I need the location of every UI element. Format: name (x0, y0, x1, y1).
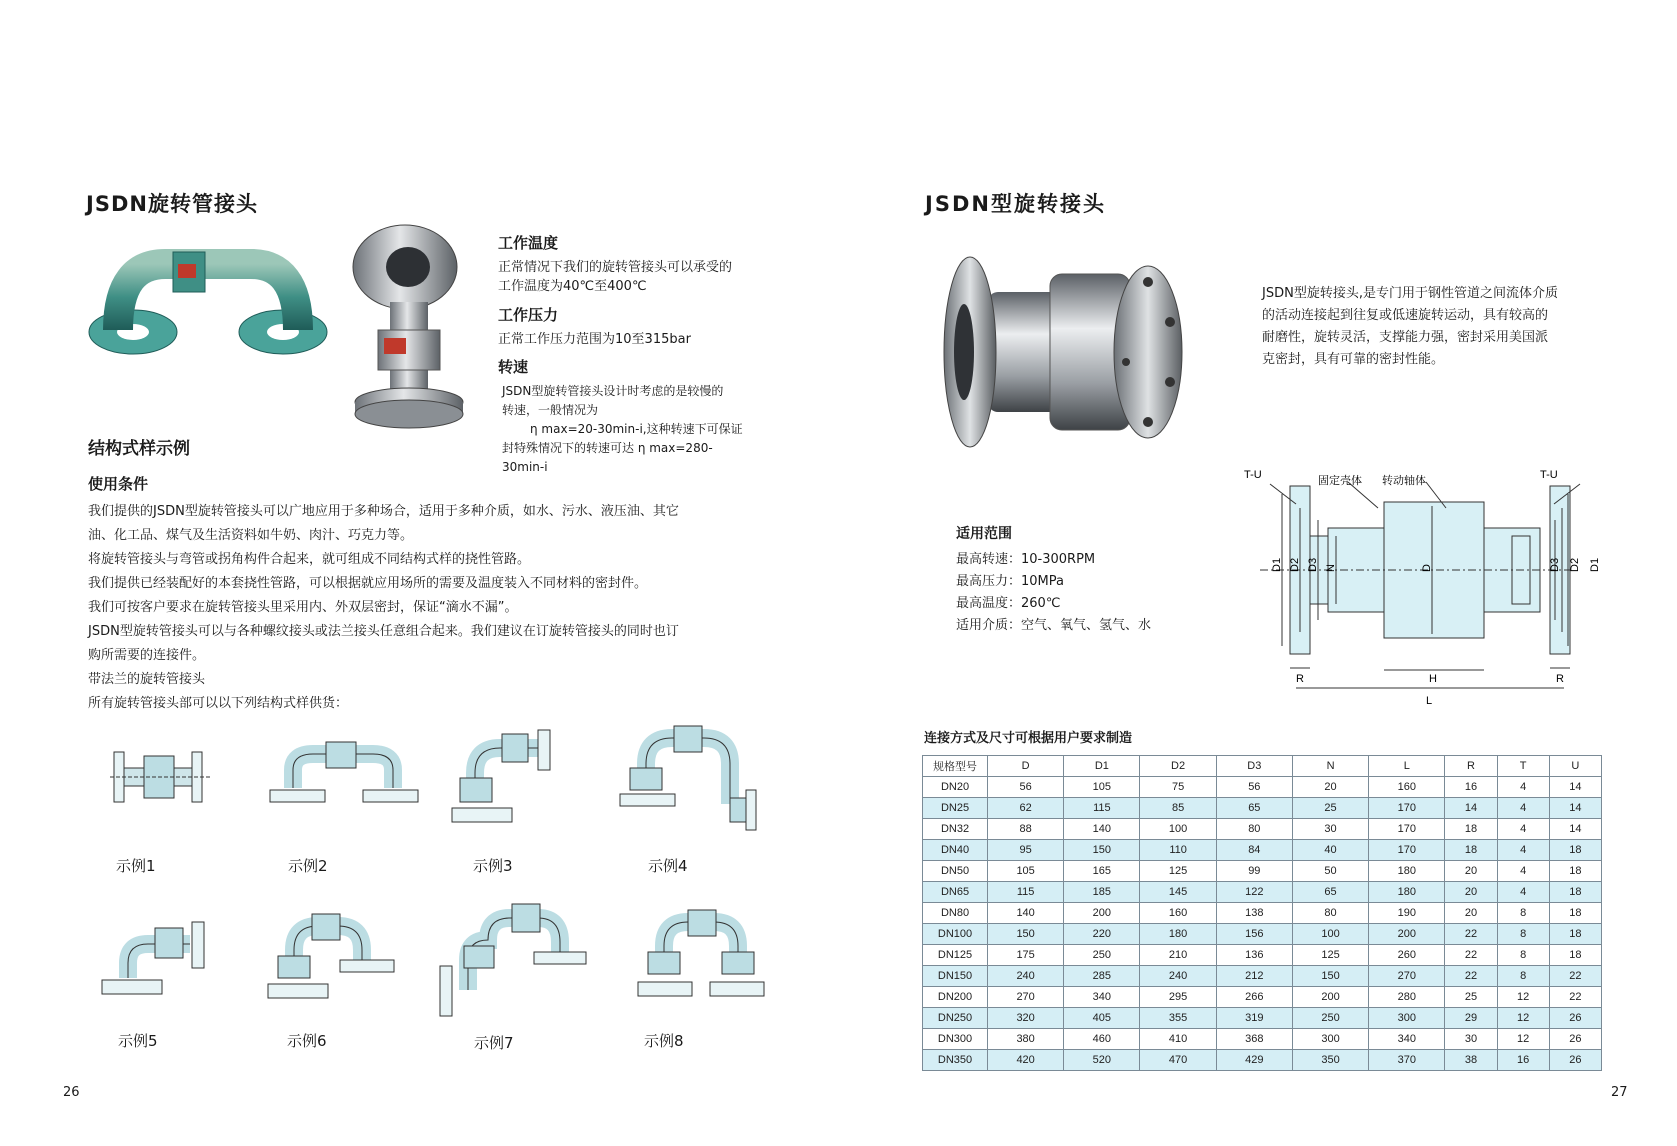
tu-left-label: T-U (1244, 469, 1262, 481)
table-row (923, 1008, 1602, 1029)
table-row (923, 777, 1602, 798)
table-cell: 115 (1064, 798, 1140, 819)
example-label: 示例8 (644, 1032, 684, 1050)
page-number-left: 26 (63, 1085, 80, 1100)
example-3-sketch (450, 728, 560, 828)
usage-line: 油、化工品、煤气及生活资料如牛奶、肉汁、巧克力等。 (88, 528, 414, 543)
description-line: 克密封，具有可靠的密封性能。 (1262, 352, 1445, 367)
table-cell: DN80 (923, 903, 988, 924)
table-cell: 355 (1140, 1008, 1216, 1029)
table-cell: 300 (1292, 1029, 1368, 1050)
table-title: 连接方式及尺寸可根据用户要求制造 (924, 731, 1133, 746)
table-cell: 12 (1497, 1029, 1549, 1050)
table-cell: 18 (1549, 861, 1601, 882)
table-cell: 185 (1064, 882, 1140, 903)
table-cell: 22 (1549, 966, 1601, 987)
table-cell: 170 (1369, 819, 1445, 840)
h-label: H (1429, 673, 1437, 685)
table-cell: DN32 (923, 819, 988, 840)
table-cell: 80 (1292, 903, 1368, 924)
table-row (923, 924, 1602, 945)
table-body (923, 777, 1602, 1071)
scope-line: 最高温度：260℃ (956, 596, 1061, 611)
table-cell: 350 (1292, 1050, 1368, 1071)
table-cell: 16 (1445, 777, 1497, 798)
d2-label-right: D2 (1569, 557, 1581, 572)
work-temp-line: 工作温度为40℃至400℃ (498, 279, 647, 294)
n-label: N (1325, 564, 1337, 572)
usage-line: 所有旋转管接头部可以以下列结构式样供货： (88, 696, 349, 711)
table-cell: 150 (1292, 966, 1368, 987)
table-cell: 22 (1445, 924, 1497, 945)
table-row (923, 903, 1602, 924)
table-cell: 25 (1445, 987, 1497, 1008)
example-5-sketch (100, 918, 210, 998)
table-cell: 210 (1140, 945, 1216, 966)
table-cell: 340 (1064, 987, 1140, 1008)
tu-right-label: T-U (1540, 469, 1558, 481)
table-cell: 170 (1369, 798, 1445, 819)
table-cell: 175 (988, 945, 1064, 966)
table-cell: 266 (1216, 987, 1292, 1008)
table-cell: 16 (1497, 1050, 1549, 1071)
table-cell: 4 (1497, 840, 1549, 861)
table-cell: 190 (1369, 903, 1445, 924)
table-cell: 12 (1497, 1008, 1549, 1029)
specification-table (922, 755, 1602, 1071)
usage-line: 将旋转管接头与弯管或拐角构件合起来，就可组成不同结构式样的挠性管路。 (88, 552, 531, 567)
table-row (923, 819, 1602, 840)
table-row (923, 840, 1602, 861)
col-header: D (988, 756, 1064, 777)
table-cell: 18 (1445, 819, 1497, 840)
usage-line: 我们可按客户要求在旋转管接头里采用内、外双层密封，保证“滴水不漏”。 (88, 600, 518, 615)
speed-heading: 转速 (498, 358, 529, 376)
fixed-shell-label: 固定壳体 (1318, 474, 1362, 487)
green-swivel-joint-photo (88, 252, 328, 362)
table-cell: 285 (1064, 966, 1140, 987)
example-2-sketch (268, 740, 418, 810)
table-cell: 14 (1549, 798, 1601, 819)
table-cell: 250 (1064, 945, 1140, 966)
table-row (923, 1029, 1602, 1050)
structure-title: 结构式样示例 (88, 439, 190, 459)
usage-line: JSDN型旋转管接头可以与各种螺纹接头或法兰接头任意组合起来。我们建议在订旋转管接头的同时也订 (88, 624, 679, 639)
table-cell: 18 (1549, 945, 1601, 966)
table-cell: 84 (1216, 840, 1292, 861)
table-cell: 65 (1216, 798, 1292, 819)
right-page-title: JSDN型旋转接头 (925, 192, 1106, 216)
table-cell: 320 (988, 1008, 1064, 1029)
work-temp-line: 正常情况下我们的旋转管接头可以承受的 (498, 260, 733, 275)
table-cell: 14 (1549, 777, 1601, 798)
table-cell: 38 (1445, 1050, 1497, 1071)
table-cell: 18 (1549, 882, 1601, 903)
table-cell: 25 (1292, 798, 1368, 819)
usage-line: 我们提供已经装配好的本套挠性管路，可以根据就应用场所的需要及温度装入不同材料的密封件。 (88, 576, 648, 591)
example-1-sketch (110, 742, 210, 810)
table-cell: 380 (988, 1029, 1064, 1050)
table-cell: 56 (1216, 777, 1292, 798)
table-cell: DN25 (923, 798, 988, 819)
table-cell: 180 (1369, 882, 1445, 903)
left-page-title: JSDN旋转管接头 (86, 192, 258, 216)
table-cell: 75 (1140, 777, 1216, 798)
table-cell: 4 (1497, 819, 1549, 840)
table-cell: DN50 (923, 861, 988, 882)
work-pressure-heading: 工作压力 (498, 306, 559, 324)
table-cell: 18 (1549, 840, 1601, 861)
table-cell: 160 (1140, 903, 1216, 924)
d2-label: D2 (1289, 557, 1301, 572)
table-cell: 295 (1140, 987, 1216, 1008)
table-cell: DN150 (923, 966, 988, 987)
table-cell: 156 (1216, 924, 1292, 945)
description-line: 的活动连接起到往复或低速旋转运动，具有较高的 (1262, 308, 1549, 323)
table-cell: 85 (1140, 798, 1216, 819)
table-cell: 12 (1497, 987, 1549, 1008)
table-cell: 368 (1216, 1029, 1292, 1050)
table-cell: 160 (1369, 777, 1445, 798)
example-label: 示例7 (474, 1034, 514, 1052)
speed-line: 转速，一般情况为 (502, 403, 599, 417)
table-cell: 240 (988, 966, 1064, 987)
table-cell: 14 (1549, 819, 1601, 840)
d-label: D (1421, 564, 1433, 572)
example-label: 示例6 (287, 1032, 327, 1050)
example-label: 示例2 (288, 857, 328, 875)
table-cell: 26 (1549, 1050, 1601, 1071)
table-cell: DN250 (923, 1008, 988, 1029)
usage-title: 使用条件 (88, 475, 149, 493)
table-cell: 125 (1292, 945, 1368, 966)
table-cell: 240 (1140, 966, 1216, 987)
table-cell: 300 (1369, 1008, 1445, 1029)
table-cell: 105 (1064, 777, 1140, 798)
table-cell: 136 (1216, 945, 1292, 966)
d3-label-right: D3 (1549, 557, 1561, 572)
table-cell: 8 (1497, 966, 1549, 987)
table-cell: 220 (1064, 924, 1140, 945)
table-row (923, 861, 1602, 882)
usage-line: 带法兰的旋转管接头 (88, 672, 206, 687)
stainless-rotary-joint-photo (940, 252, 1190, 452)
table-cell: 100 (1140, 819, 1216, 840)
work-pressure-line: 正常工作压力范围为10至315bar (498, 332, 691, 347)
example-8-sketch (636, 906, 766, 1006)
table-cell: 200 (1292, 987, 1368, 1008)
table-cell: 18 (1549, 903, 1601, 924)
table-row (923, 798, 1602, 819)
col-header: 规格型号 (923, 756, 988, 777)
table-cell: 18 (1445, 840, 1497, 861)
work-temp-heading: 工作温度 (498, 234, 559, 252)
table-cell: 115 (988, 882, 1064, 903)
table-cell: 20 (1445, 861, 1497, 882)
table-cell: 280 (1369, 987, 1445, 1008)
description-line: 耐磨性，旋转灵活，支撑能力强，密封采用美国派 (1262, 330, 1549, 345)
table-cell: 20 (1292, 777, 1368, 798)
table-cell: 18 (1549, 924, 1601, 945)
usage-line: 购所需要的连接件。 (88, 648, 206, 663)
table-cell: 200 (1064, 903, 1140, 924)
table-cell: DN200 (923, 987, 988, 1008)
table-cell: 14 (1445, 798, 1497, 819)
table-cell: 4 (1497, 882, 1549, 903)
table-cell: 460 (1064, 1029, 1140, 1050)
speed-line: 30min-i (502, 460, 548, 474)
table-cell: 65 (1292, 882, 1368, 903)
description-line: JSDN型旋转接头,是专门用于钢性管道之间流体介质 (1262, 286, 1558, 301)
scope-line: 最高压力：10MPa (956, 574, 1064, 589)
table-row (923, 945, 1602, 966)
table-cell: DN100 (923, 924, 988, 945)
table-cell: 180 (1140, 924, 1216, 945)
scope-heading: 适用范围 (956, 526, 1012, 542)
table-cell: 140 (988, 903, 1064, 924)
table-cell: 4 (1497, 861, 1549, 882)
table-cell: 4 (1497, 798, 1549, 819)
table-cell: 22 (1445, 966, 1497, 987)
table-cell: 29 (1445, 1008, 1497, 1029)
example-label: 示例4 (648, 857, 688, 875)
table-cell: 410 (1140, 1029, 1216, 1050)
table-cell: 8 (1497, 903, 1549, 924)
table-cell: 100 (1292, 924, 1368, 945)
table-cell: 62 (988, 798, 1064, 819)
col-header: D3 (1216, 756, 1292, 777)
d1-label-right: D1 (1589, 557, 1601, 572)
example-6-sketch (266, 910, 396, 1010)
usage-line: 我们提供的JSDN型旋转管接头可以广地应用于多种场合，适用于多种介质，如水、污水、液压油、其它 (88, 504, 679, 519)
col-header: D1 (1064, 756, 1140, 777)
table-cell: 110 (1140, 840, 1216, 861)
table-cell: DN300 (923, 1029, 988, 1050)
table-cell: 200 (1369, 924, 1445, 945)
table-cell: DN40 (923, 840, 988, 861)
example-label: 示例3 (473, 857, 513, 875)
table-row (923, 987, 1602, 1008)
table-cell: 180 (1369, 861, 1445, 882)
table-cell: 80 (1216, 819, 1292, 840)
r-label-right: R (1556, 673, 1564, 685)
table-cell: 8 (1497, 945, 1549, 966)
table-header-row (923, 756, 1602, 777)
table-cell: 138 (1216, 903, 1292, 924)
table-cell: 405 (1064, 1008, 1140, 1029)
scope-line: 最高转速：10-300RPM (956, 552, 1096, 567)
table-cell: 26 (1549, 1029, 1601, 1050)
table-cell: 319 (1216, 1008, 1292, 1029)
table-cell: 145 (1140, 882, 1216, 903)
stainless-swivel-joint-photo (350, 222, 470, 437)
table-cell: 88 (988, 819, 1064, 840)
speed-line: 封特殊情况下的转速可达 η max=280- (502, 441, 713, 455)
rotating-shaft-label: 转动轴体 (1382, 474, 1426, 487)
r-label-left: R (1296, 673, 1304, 685)
l-label: L (1426, 695, 1433, 707)
example-7-sketch (438, 900, 588, 1020)
d3-label: D3 (1307, 557, 1319, 572)
example-label: 示例1 (116, 857, 156, 875)
col-header: U (1549, 756, 1601, 777)
table-cell: 150 (988, 924, 1064, 945)
table-cell: 122 (1216, 882, 1292, 903)
table-cell: 99 (1216, 861, 1292, 882)
speed-line: η max=20-30min-i,这种转速下可保证 (530, 422, 743, 436)
table-row (923, 966, 1602, 987)
table-cell: 420 (988, 1050, 1064, 1071)
table-cell: 150 (1064, 840, 1140, 861)
table-cell: 370 (1369, 1050, 1445, 1071)
table-cell: 4 (1497, 777, 1549, 798)
table-cell: 270 (988, 987, 1064, 1008)
table-cell: 56 (988, 777, 1064, 798)
table-cell: 20 (1445, 882, 1497, 903)
table-cell: 26 (1549, 1008, 1601, 1029)
table-cell: 250 (1292, 1008, 1368, 1029)
d1-label: D1 (1271, 557, 1283, 572)
col-header: N (1292, 756, 1368, 777)
table-cell: 340 (1369, 1029, 1445, 1050)
speed-line: JSDN型旋转管接头设计时考虑的是较慢的 (502, 384, 724, 398)
col-header: T (1497, 756, 1549, 777)
table-cell: 8 (1497, 924, 1549, 945)
table-cell: 125 (1140, 861, 1216, 882)
table-cell: 22 (1445, 945, 1497, 966)
page-number-right: 27 (1611, 1085, 1628, 1100)
table-cell: 140 (1064, 819, 1140, 840)
table-cell: 470 (1140, 1050, 1216, 1071)
table-cell: 105 (988, 861, 1064, 882)
col-header: L (1369, 756, 1445, 777)
table-cell: DN350 (923, 1050, 988, 1071)
table-cell: 429 (1216, 1050, 1292, 1071)
table-cell: 20 (1445, 903, 1497, 924)
table-cell: DN20 (923, 777, 988, 798)
table-cell: 30 (1445, 1029, 1497, 1050)
col-header: D2 (1140, 756, 1216, 777)
rotary-joint-dimension-drawing (1200, 460, 1601, 720)
example-label: 示例5 (118, 1032, 158, 1050)
col-header: R (1445, 756, 1497, 777)
table-cell: DN65 (923, 882, 988, 903)
table-cell: 520 (1064, 1050, 1140, 1071)
table-cell: 260 (1369, 945, 1445, 966)
example-4-sketch (618, 724, 758, 834)
table-cell: DN125 (923, 945, 988, 966)
table-cell: 212 (1216, 966, 1292, 987)
table-cell: 170 (1369, 840, 1445, 861)
table-row (923, 1050, 1602, 1071)
table-cell: 30 (1292, 819, 1368, 840)
table-cell: 22 (1549, 987, 1601, 1008)
table-cell: 270 (1369, 966, 1445, 987)
table-cell: 50 (1292, 861, 1368, 882)
table-cell: 165 (1064, 861, 1140, 882)
table-cell: 95 (988, 840, 1064, 861)
scope-line: 适用介质：空气、氧气、氢气、水 (956, 618, 1152, 633)
table-cell: 40 (1292, 840, 1368, 861)
table-row (923, 882, 1602, 903)
